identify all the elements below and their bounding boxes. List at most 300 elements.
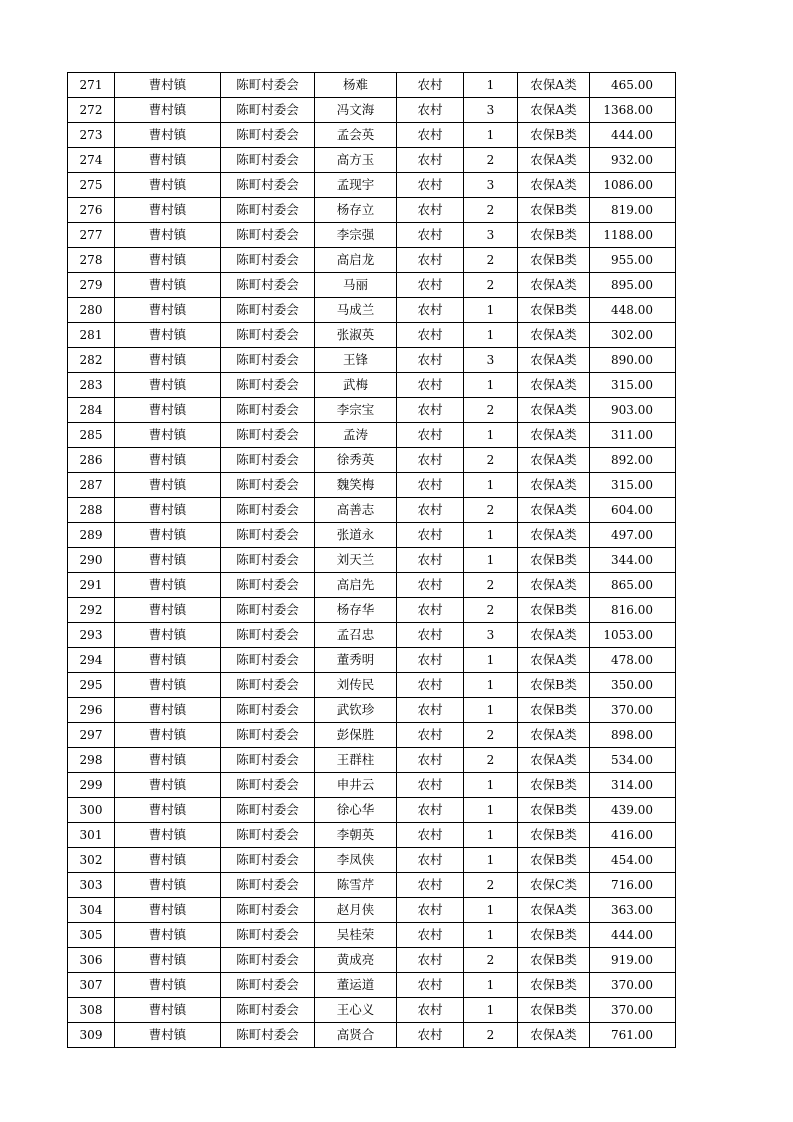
- household-type-cell: 农村: [397, 1023, 464, 1048]
- amount-cell: 344.00: [590, 548, 676, 573]
- person-count-cell: 2: [464, 573, 518, 598]
- insurance-category-cell: 农保B类: [518, 998, 590, 1023]
- insurance-category-cell: 农保A类: [518, 523, 590, 548]
- town-cell: 曹村镇: [115, 1023, 221, 1048]
- table-row: [68, 848, 676, 873]
- person-count-cell: 2: [464, 273, 518, 298]
- insurance-category-cell: 农保A类: [518, 898, 590, 923]
- amount-cell: 819.00: [590, 198, 676, 223]
- person-count-cell: 2: [464, 398, 518, 423]
- insurance-category-cell: 农保C类: [518, 873, 590, 898]
- amount-cell: 892.00: [590, 448, 676, 473]
- serial-number-cell: 271: [68, 73, 115, 98]
- name-cell: 刘传民: [315, 673, 397, 698]
- village-committee-cell: 陈町村委会: [221, 198, 315, 223]
- person-count-cell: 1: [464, 123, 518, 148]
- table-row: [68, 748, 676, 773]
- person-count-cell: 1: [464, 298, 518, 323]
- name-cell: 武钦珍: [315, 698, 397, 723]
- household-type-cell: 农村: [397, 848, 464, 873]
- insurance-category-cell: 农保A类: [518, 148, 590, 173]
- serial-number-cell: 289: [68, 523, 115, 548]
- serial-number-cell: 297: [68, 723, 115, 748]
- household-type-cell: 农村: [397, 273, 464, 298]
- name-cell: 徐心华: [315, 798, 397, 823]
- town-cell: 曹村镇: [115, 273, 221, 298]
- town-cell: 曹村镇: [115, 498, 221, 523]
- village-committee-cell: 陈町村委会: [221, 373, 315, 398]
- amount-cell: 1053.00: [590, 623, 676, 648]
- name-cell: 魏笑梅: [315, 473, 397, 498]
- town-cell: 曹村镇: [115, 698, 221, 723]
- insurance-category-cell: 农保A类: [518, 573, 590, 598]
- table-row: [68, 948, 676, 973]
- village-committee-cell: 陈町村委会: [221, 698, 315, 723]
- serial-number-cell: 291: [68, 573, 115, 598]
- household-type-cell: 农村: [397, 973, 464, 998]
- name-cell: 张道永: [315, 523, 397, 548]
- household-type-cell: 农村: [397, 773, 464, 798]
- person-count-cell: 1: [464, 423, 518, 448]
- village-committee-cell: 陈町村委会: [221, 423, 315, 448]
- serial-number-cell: 303: [68, 873, 115, 898]
- insurance-category-cell: 农保A类: [518, 498, 590, 523]
- name-cell: 申井云: [315, 773, 397, 798]
- table-row: [68, 98, 676, 123]
- serial-number-cell: 284: [68, 398, 115, 423]
- insurance-category-cell: 农保B类: [518, 923, 590, 948]
- town-cell: 曹村镇: [115, 648, 221, 673]
- village-committee-cell: 陈町村委会: [221, 223, 315, 248]
- serial-number-cell: 279: [68, 273, 115, 298]
- town-cell: 曹村镇: [115, 798, 221, 823]
- insurance-category-cell: 农保A类: [518, 748, 590, 773]
- insurance-category-cell: 农保A类: [518, 348, 590, 373]
- insurance-category-cell: 农保B类: [518, 773, 590, 798]
- person-count-cell: 1: [464, 373, 518, 398]
- serial-number-cell: 276: [68, 198, 115, 223]
- insurance-category-cell: 农保B类: [518, 823, 590, 848]
- name-cell: 王群柱: [315, 748, 397, 773]
- serial-number-cell: 282: [68, 348, 115, 373]
- table-row: [68, 498, 676, 523]
- town-cell: 曹村镇: [115, 298, 221, 323]
- village-committee-cell: 陈町村委会: [221, 898, 315, 923]
- town-cell: 曹村镇: [115, 948, 221, 973]
- village-committee-cell: 陈町村委会: [221, 673, 315, 698]
- serial-number-cell: 300: [68, 798, 115, 823]
- town-cell: 曹村镇: [115, 248, 221, 273]
- village-committee-cell: 陈町村委会: [221, 623, 315, 648]
- insurance-category-cell: 农保B类: [518, 848, 590, 873]
- person-count-cell: 3: [464, 348, 518, 373]
- village-committee-cell: 陈町村委会: [221, 173, 315, 198]
- person-count-cell: 1: [464, 773, 518, 798]
- person-count-cell: 2: [464, 148, 518, 173]
- serial-number-cell: 295: [68, 673, 115, 698]
- table-row: [68, 198, 676, 223]
- table-row: [68, 998, 676, 1023]
- amount-cell: 315.00: [590, 473, 676, 498]
- serial-number-cell: 301: [68, 823, 115, 848]
- town-cell: 曹村镇: [115, 598, 221, 623]
- town-cell: 曹村镇: [115, 923, 221, 948]
- village-committee-cell: 陈町村委会: [221, 1023, 315, 1048]
- name-cell: 彭保胜: [315, 723, 397, 748]
- name-cell: 董秀明: [315, 648, 397, 673]
- name-cell: 杨存华: [315, 598, 397, 623]
- serial-number-cell: 283: [68, 373, 115, 398]
- village-committee-cell: 陈町村委会: [221, 598, 315, 623]
- person-count-cell: 2: [464, 448, 518, 473]
- insurance-category-cell: 农保B类: [518, 673, 590, 698]
- insurance-category-cell: 农保A类: [518, 323, 590, 348]
- amount-cell: 311.00: [590, 423, 676, 448]
- serial-number-cell: 293: [68, 623, 115, 648]
- person-count-cell: 2: [464, 498, 518, 523]
- table-row: [68, 248, 676, 273]
- name-cell: 董运道: [315, 973, 397, 998]
- table-row: [68, 673, 676, 698]
- town-cell: 曹村镇: [115, 198, 221, 223]
- amount-cell: 370.00: [590, 973, 676, 998]
- household-type-cell: 农村: [397, 923, 464, 948]
- table-row: [68, 223, 676, 248]
- household-type-cell: 农村: [397, 673, 464, 698]
- amount-cell: 315.00: [590, 373, 676, 398]
- name-cell: 冯文海: [315, 98, 397, 123]
- table-row: [68, 473, 676, 498]
- village-committee-cell: 陈町村委会: [221, 298, 315, 323]
- household-type-cell: 农村: [397, 298, 464, 323]
- village-committee-cell: 陈町村委会: [221, 148, 315, 173]
- household-type-cell: 农村: [397, 748, 464, 773]
- household-type-cell: 农村: [397, 98, 464, 123]
- town-cell: 曹村镇: [115, 448, 221, 473]
- village-committee-cell: 陈町村委会: [221, 398, 315, 423]
- village-committee-cell: 陈町村委会: [221, 723, 315, 748]
- insurance-category-cell: 农保A类: [518, 423, 590, 448]
- table-row: [68, 373, 676, 398]
- town-cell: 曹村镇: [115, 473, 221, 498]
- table-row: [68, 798, 676, 823]
- amount-cell: 955.00: [590, 248, 676, 273]
- insurance-category-cell: 农保A类: [518, 623, 590, 648]
- name-cell: 武梅: [315, 373, 397, 398]
- insurance-category-cell: 农保B类: [518, 598, 590, 623]
- serial-number-cell: 281: [68, 323, 115, 348]
- insurance-category-cell: 农保A类: [518, 98, 590, 123]
- amount-cell: 534.00: [590, 748, 676, 773]
- serial-number-cell: 309: [68, 1023, 115, 1048]
- amount-cell: 919.00: [590, 948, 676, 973]
- person-count-cell: 2: [464, 248, 518, 273]
- serial-number-cell: 304: [68, 898, 115, 923]
- table-row: [68, 1023, 676, 1048]
- serial-number-cell: 274: [68, 148, 115, 173]
- person-count-cell: 1: [464, 973, 518, 998]
- table-row: [68, 323, 676, 348]
- household-type-cell: 农村: [397, 648, 464, 673]
- name-cell: 王心义: [315, 998, 397, 1023]
- household-type-cell: 农村: [397, 798, 464, 823]
- village-committee-cell: 陈町村委会: [221, 523, 315, 548]
- insurance-category-cell: 农保A类: [518, 398, 590, 423]
- amount-cell: 604.00: [590, 498, 676, 523]
- serial-number-cell: 305: [68, 923, 115, 948]
- person-count-cell: 1: [464, 698, 518, 723]
- table-body: [68, 73, 676, 1048]
- village-committee-cell: 陈町村委会: [221, 348, 315, 373]
- table-row: [68, 773, 676, 798]
- amount-cell: 454.00: [590, 848, 676, 873]
- name-cell: 高启龙: [315, 248, 397, 273]
- town-cell: 曹村镇: [115, 998, 221, 1023]
- table-row: [68, 923, 676, 948]
- person-count-cell: 2: [464, 198, 518, 223]
- person-count-cell: 2: [464, 598, 518, 623]
- insurance-category-cell: 农保B类: [518, 948, 590, 973]
- serial-number-cell: 299: [68, 773, 115, 798]
- insurance-category-cell: 农保A类: [518, 473, 590, 498]
- village-committee-cell: 陈町村委会: [221, 923, 315, 948]
- table-row: [68, 698, 676, 723]
- table-row: [68, 648, 676, 673]
- table-row: [68, 173, 676, 198]
- insurance-category-cell: 农保A类: [518, 173, 590, 198]
- town-cell: 曹村镇: [115, 973, 221, 998]
- insurance-category-cell: 农保B类: [518, 123, 590, 148]
- name-cell: 李宗强: [315, 223, 397, 248]
- serial-number-cell: 273: [68, 123, 115, 148]
- name-cell: 高善志: [315, 498, 397, 523]
- village-committee-cell: 陈町村委会: [221, 548, 315, 573]
- table-row: [68, 823, 676, 848]
- household-type-cell: 农村: [397, 573, 464, 598]
- name-cell: 高启先: [315, 573, 397, 598]
- household-type-cell: 农村: [397, 423, 464, 448]
- person-count-cell: 2: [464, 948, 518, 973]
- village-committee-cell: 陈町村委会: [221, 848, 315, 873]
- insurance-category-cell: 农保A类: [518, 448, 590, 473]
- village-committee-cell: 陈町村委会: [221, 573, 315, 598]
- serial-number-cell: 285: [68, 423, 115, 448]
- person-count-cell: 1: [464, 548, 518, 573]
- amount-cell: 444.00: [590, 123, 676, 148]
- household-type-cell: 农村: [397, 723, 464, 748]
- table-row: [68, 573, 676, 598]
- table-row: [68, 348, 676, 373]
- person-count-cell: 1: [464, 823, 518, 848]
- name-cell: 马丽: [315, 273, 397, 298]
- amount-cell: 716.00: [590, 873, 676, 898]
- name-cell: 杨存立: [315, 198, 397, 223]
- amount-cell: 898.00: [590, 723, 676, 748]
- amount-cell: 302.00: [590, 323, 676, 348]
- person-count-cell: 1: [464, 648, 518, 673]
- name-cell: 高方玉: [315, 148, 397, 173]
- village-committee-cell: 陈町村委会: [221, 448, 315, 473]
- insurance-category-cell: 农保B类: [518, 248, 590, 273]
- household-type-cell: 农村: [397, 173, 464, 198]
- person-count-cell: 3: [464, 98, 518, 123]
- town-cell: 曹村镇: [115, 173, 221, 198]
- name-cell: 高贤合: [315, 1023, 397, 1048]
- table-row: [68, 523, 676, 548]
- insurance-category-cell: 农保B类: [518, 548, 590, 573]
- insurance-category-cell: 农保B类: [518, 973, 590, 998]
- amount-cell: 478.00: [590, 648, 676, 673]
- amount-cell: 370.00: [590, 698, 676, 723]
- name-cell: 黄成亮: [315, 948, 397, 973]
- person-count-cell: 2: [464, 1023, 518, 1048]
- insurance-category-cell: 农保A类: [518, 1023, 590, 1048]
- town-cell: 曹村镇: [115, 623, 221, 648]
- insurance-category-cell: 农保A类: [518, 273, 590, 298]
- amount-cell: 448.00: [590, 298, 676, 323]
- serial-number-cell: 308: [68, 998, 115, 1023]
- serial-number-cell: 307: [68, 973, 115, 998]
- village-committee-cell: 陈町村委会: [221, 473, 315, 498]
- town-cell: 曹村镇: [115, 523, 221, 548]
- amount-cell: 895.00: [590, 273, 676, 298]
- insurance-category-cell: 农保B类: [518, 798, 590, 823]
- serial-number-cell: 286: [68, 448, 115, 473]
- serial-number-cell: 278: [68, 248, 115, 273]
- name-cell: 吴桂荣: [315, 923, 397, 948]
- town-cell: 曹村镇: [115, 848, 221, 873]
- town-cell: 曹村镇: [115, 873, 221, 898]
- village-committee-cell: 陈町村委会: [221, 773, 315, 798]
- amount-cell: 903.00: [590, 398, 676, 423]
- person-count-cell: 3: [464, 173, 518, 198]
- village-committee-cell: 陈町村委会: [221, 73, 315, 98]
- town-cell: 曹村镇: [115, 723, 221, 748]
- household-type-cell: 农村: [397, 498, 464, 523]
- town-cell: 曹村镇: [115, 773, 221, 798]
- table-row: [68, 73, 676, 98]
- village-committee-cell: 陈町村委会: [221, 248, 315, 273]
- amount-cell: 816.00: [590, 598, 676, 623]
- village-committee-cell: 陈町村委会: [221, 948, 315, 973]
- household-type-cell: 农村: [397, 548, 464, 573]
- amount-cell: 1086.00: [590, 173, 676, 198]
- household-type-cell: 农村: [397, 123, 464, 148]
- village-committee-cell: 陈町村委会: [221, 873, 315, 898]
- town-cell: 曹村镇: [115, 98, 221, 123]
- insurance-category-cell: 农保B类: [518, 298, 590, 323]
- table-row: [68, 598, 676, 623]
- village-committee-cell: 陈町村委会: [221, 648, 315, 673]
- person-count-cell: 3: [464, 623, 518, 648]
- amount-cell: 350.00: [590, 673, 676, 698]
- name-cell: 孟涛: [315, 423, 397, 448]
- table-row: [68, 448, 676, 473]
- table-row: [68, 898, 676, 923]
- name-cell: 刘天兰: [315, 548, 397, 573]
- serial-number-cell: 306: [68, 948, 115, 973]
- amount-cell: 761.00: [590, 1023, 676, 1048]
- person-count-cell: 2: [464, 873, 518, 898]
- name-cell: 孟召忠: [315, 623, 397, 648]
- name-cell: 马成兰: [315, 298, 397, 323]
- serial-number-cell: 272: [68, 98, 115, 123]
- town-cell: 曹村镇: [115, 423, 221, 448]
- person-count-cell: 1: [464, 323, 518, 348]
- village-committee-cell: 陈町村委会: [221, 98, 315, 123]
- household-type-cell: 农村: [397, 248, 464, 273]
- table-row: [68, 873, 676, 898]
- insurance-category-cell: 农保A类: [518, 723, 590, 748]
- name-cell: 陈雪芹: [315, 873, 397, 898]
- table-row: [68, 973, 676, 998]
- town-cell: 曹村镇: [115, 148, 221, 173]
- table-row: [68, 398, 676, 423]
- household-type-cell: 农村: [397, 523, 464, 548]
- household-type-cell: 农村: [397, 623, 464, 648]
- amount-cell: 1188.00: [590, 223, 676, 248]
- amount-cell: 865.00: [590, 573, 676, 598]
- village-committee-cell: 陈町村委会: [221, 798, 315, 823]
- serial-number-cell: 287: [68, 473, 115, 498]
- name-cell: 赵月侠: [315, 898, 397, 923]
- town-cell: 曹村镇: [115, 548, 221, 573]
- insurance-category-cell: 农保B类: [518, 198, 590, 223]
- name-cell: 孟会英: [315, 123, 397, 148]
- serial-number-cell: 288: [68, 498, 115, 523]
- amount-cell: 416.00: [590, 823, 676, 848]
- household-type-cell: 农村: [397, 948, 464, 973]
- amount-cell: 444.00: [590, 923, 676, 948]
- serial-number-cell: 302: [68, 848, 115, 873]
- household-type-cell: 农村: [397, 73, 464, 98]
- insurance-category-cell: 农保B类: [518, 223, 590, 248]
- town-cell: 曹村镇: [115, 398, 221, 423]
- person-count-cell: 2: [464, 723, 518, 748]
- amount-cell: 890.00: [590, 348, 676, 373]
- town-cell: 曹村镇: [115, 573, 221, 598]
- person-count-cell: 2: [464, 748, 518, 773]
- household-type-cell: 农村: [397, 898, 464, 923]
- person-count-cell: 1: [464, 73, 518, 98]
- village-committee-cell: 陈町村委会: [221, 998, 315, 1023]
- table-row: [68, 273, 676, 298]
- table-row: [68, 298, 676, 323]
- town-cell: 曹村镇: [115, 673, 221, 698]
- person-count-cell: 1: [464, 998, 518, 1023]
- person-count-cell: 1: [464, 523, 518, 548]
- insurance-category-cell: 农保A类: [518, 648, 590, 673]
- village-committee-cell: 陈町村委会: [221, 123, 315, 148]
- household-type-cell: 农村: [397, 998, 464, 1023]
- town-cell: 曹村镇: [115, 823, 221, 848]
- town-cell: 曹村镇: [115, 73, 221, 98]
- beneficiary-table: [67, 72, 676, 1048]
- amount-cell: 439.00: [590, 798, 676, 823]
- person-count-cell: 1: [464, 898, 518, 923]
- serial-number-cell: 296: [68, 698, 115, 723]
- amount-cell: 370.00: [590, 998, 676, 1023]
- name-cell: 李朝英: [315, 823, 397, 848]
- name-cell: 杨难: [315, 73, 397, 98]
- amount-cell: 314.00: [590, 773, 676, 798]
- insurance-category-cell: 农保B类: [518, 698, 590, 723]
- household-type-cell: 农村: [397, 473, 464, 498]
- household-type-cell: 农村: [397, 373, 464, 398]
- serial-number-cell: 298: [68, 748, 115, 773]
- town-cell: 曹村镇: [115, 748, 221, 773]
- table-row: [68, 548, 676, 573]
